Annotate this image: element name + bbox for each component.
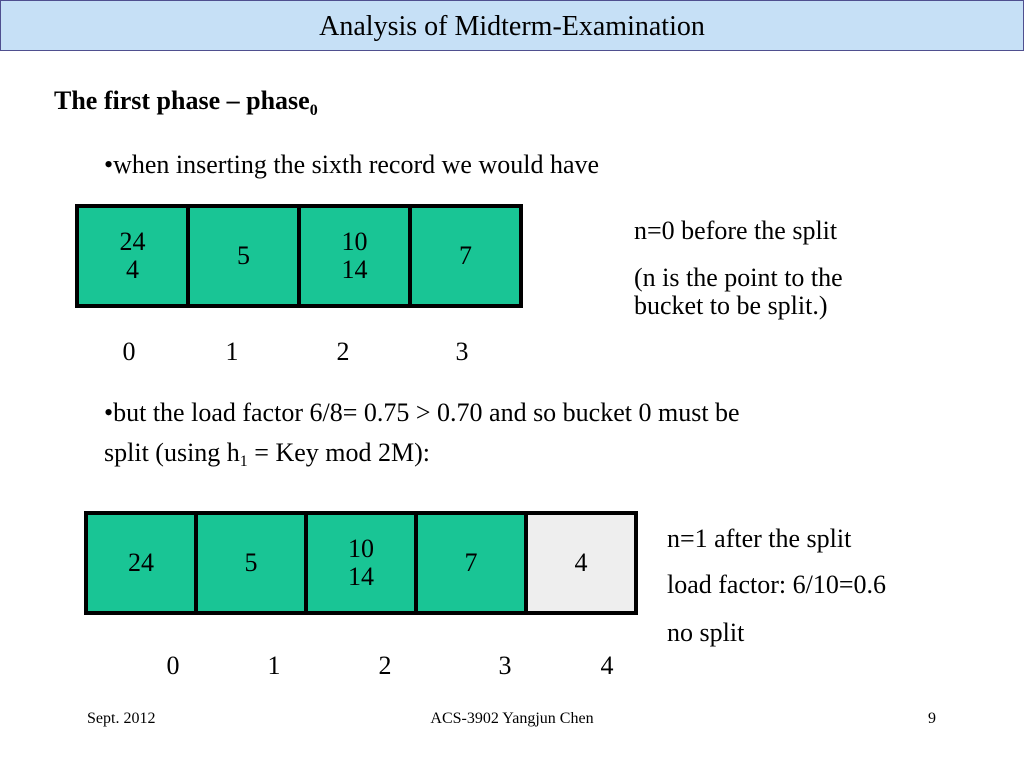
bucket-index-1: 1 (267, 651, 281, 680)
footer-date: Sept. 2012 (87, 710, 156, 727)
section-heading (54, 86, 318, 120)
heading-subscript: 0 (309, 102, 318, 119)
bullet-insert-sixth: •when inserting the sixth record we would have (104, 150, 600, 179)
page-number: 9 (928, 710, 936, 727)
bucket-value: 5 (244, 548, 258, 577)
hash-subscript: 1 (239, 453, 248, 470)
bucket-index-4: 4 (600, 651, 614, 680)
bucket-2 (297, 204, 412, 308)
bucket-value: 24 (119, 227, 146, 256)
bullet-text: = Key mod 2M): (247, 438, 430, 467)
note-line: (n is the point to the (634, 263, 843, 292)
bucket-value: 10 (341, 227, 368, 256)
bucket-value: 7 (464, 548, 478, 577)
note-line: no split (667, 618, 745, 647)
bucket-value: 5 (237, 241, 250, 270)
bucket-0 (75, 204, 190, 308)
bucket-table-after (84, 511, 638, 615)
bucket-4-new (524, 511, 638, 615)
heading-text: The first phase – phase (54, 86, 310, 115)
note-line: bucket to be split.) (634, 291, 828, 320)
bullet-line-2 (104, 438, 740, 477)
note-line: load factor: 6/10=0.6 (667, 570, 886, 599)
note-after-split (667, 524, 886, 648)
bucket-value: 14 (348, 562, 374, 591)
bucket-index-1: 1 (225, 337, 239, 366)
note-before-split: n=0 before the split (634, 216, 838, 245)
bucket-value: 4 (126, 255, 139, 284)
bullet-line: •but the load factor 6/8= 0.75 > 0.70 and so bucket 0 must be (104, 398, 740, 427)
note-line: n=1 after the split (667, 524, 852, 553)
bucket-value: 10 (348, 534, 374, 563)
bucket-3 (408, 204, 523, 308)
bullet-load-factor (104, 398, 740, 477)
bucket-value: 4 (574, 548, 588, 577)
bucket-1 (186, 204, 301, 308)
bucket-index-3: 3 (498, 651, 512, 680)
bucket-index-0: 0 (166, 651, 180, 680)
bucket-value: 24 (128, 548, 154, 577)
bucket-0 (84, 511, 198, 615)
bucket-value: 7 (459, 241, 472, 270)
footer-course: ACS-3902 Yangjun Chen (430, 710, 594, 727)
slide-title: Analysis of Midterm-Examination (0, 0, 1024, 51)
note-split-pointer (634, 264, 843, 320)
bucket-index-2: 2 (378, 651, 392, 680)
bullet-text: split (using h (104, 438, 240, 467)
bucket-value: 14 (341, 255, 368, 284)
bucket-index-3: 3 (455, 337, 469, 366)
bucket-1 (194, 511, 308, 615)
bucket-2 (304, 511, 418, 615)
bucket-table-before (75, 204, 523, 308)
bucket-3 (414, 511, 528, 615)
bucket-index-2: 2 (336, 337, 350, 366)
bucket-index-0: 0 (122, 337, 136, 366)
